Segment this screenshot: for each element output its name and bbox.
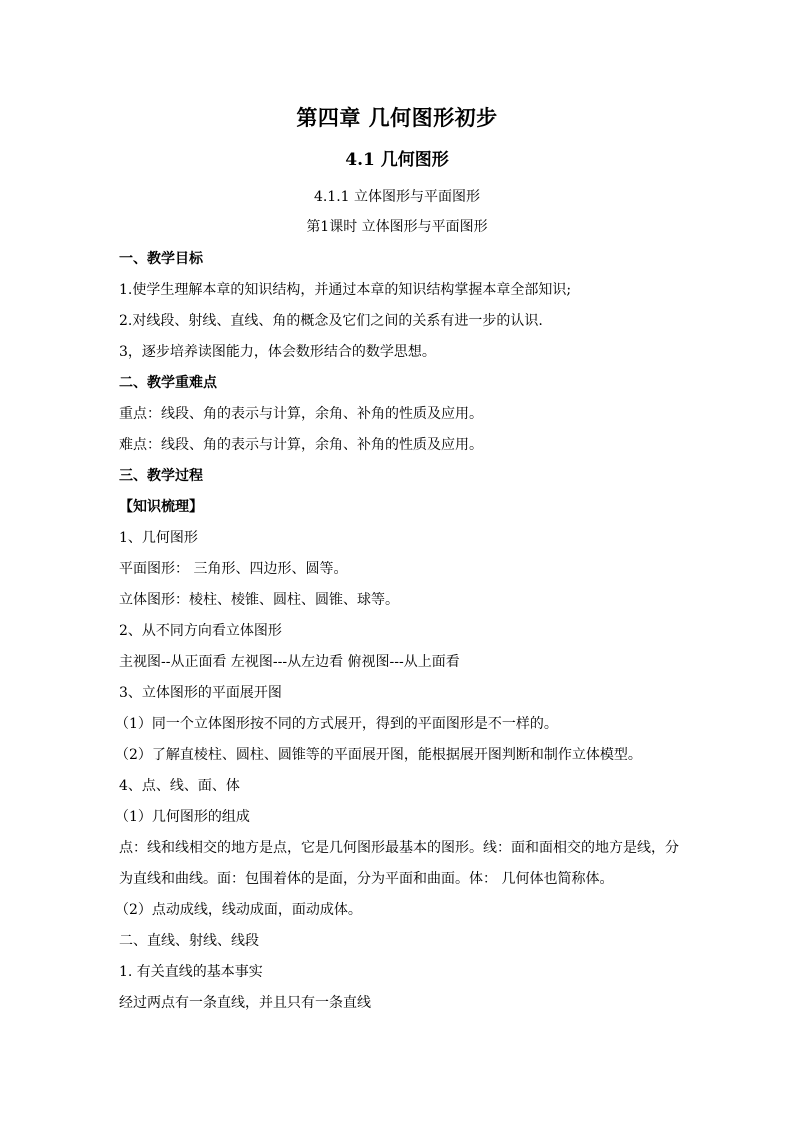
- views-title: 2、从不同方向看立体图形: [119, 623, 282, 639]
- objectives-heading: 一、教学目标: [119, 251, 203, 267]
- three-views: 主视图--从正面看 左视图---从左边看 俯视图---从上面看: [119, 654, 460, 670]
- unfolding-point-1: （1）同一个立体图形按不同的方式展开，得到的平面图形是不一样的。: [115, 716, 558, 732]
- solid-figures: 立体图形：棱柱、棱锥、圆柱、圆锥、球等。: [119, 592, 399, 608]
- document-body: [115, 244, 679, 1019]
- subsection-title: 4.1.1 立体图形与平面图形: [313, 189, 481, 205]
- line-fact-title: 1. 有关直线的基本事实: [119, 964, 263, 980]
- key-points-heading: 二、教学重难点: [119, 375, 217, 391]
- section-title: 4.1 几何图形: [345, 150, 449, 170]
- objective-item: 1.使学生理解本章的知识结构，并通过本章的知识结构掌握本章全部知识;: [119, 282, 572, 298]
- unfolding-title: 3、立体图形的平面展开图: [119, 685, 282, 701]
- point-line-surface-title: 4、点、线、面、体: [119, 778, 240, 794]
- objective-item: 2.对线段、射线、直线、角的概念及它们之间的关系有进一步的认识.: [119, 313, 543, 329]
- lesson-title: 第1课时 立体图形与平面图形: [306, 219, 488, 235]
- plane-figures: 平面图形： 三角形、四边形、圆等。: [119, 561, 348, 577]
- process-heading: 三、教学过程: [119, 468, 203, 484]
- difficulty-point: 难点：线段、角的表示与计算，余角、补角的性质及应用。: [119, 437, 483, 453]
- objective-item: 3，逐步培养读图能力，体会数形结合的数学思想。: [119, 344, 436, 360]
- motion-point: （2）点动成线，线动成面，面动成体。: [115, 902, 362, 918]
- chapter-title: 第四章 几何图形初步: [296, 105, 498, 130]
- geometry-figures-title: 1、几何图形: [119, 530, 198, 546]
- unfolding-point-2: （2）了解直棱柱、圆柱、圆锥等的平面展开图，能根据展开图判断和制作立体模型。: [115, 747, 642, 763]
- composition-definition: 点：线和线相交的地方是点，它是几何图形最基本的图形。线：面和面相交的地方是线，分为直线和曲线。面：包围着体的是面，分为平面和曲面。体： 几何体也简称体。: [119, 840, 679, 887]
- composition-subtitle: （1）几何图形的组成: [115, 809, 250, 825]
- knowledge-heading: 【知识梳理】: [119, 499, 203, 515]
- lines-rays-segments-title: 二、直线、射线、线段: [119, 933, 259, 949]
- focus-point: 重点：线段、角的表示与计算，余角、补角的性质及应用。: [119, 406, 483, 422]
- line-fact: 经过两点有一条直线，并且只有一条直线: [119, 995, 371, 1011]
